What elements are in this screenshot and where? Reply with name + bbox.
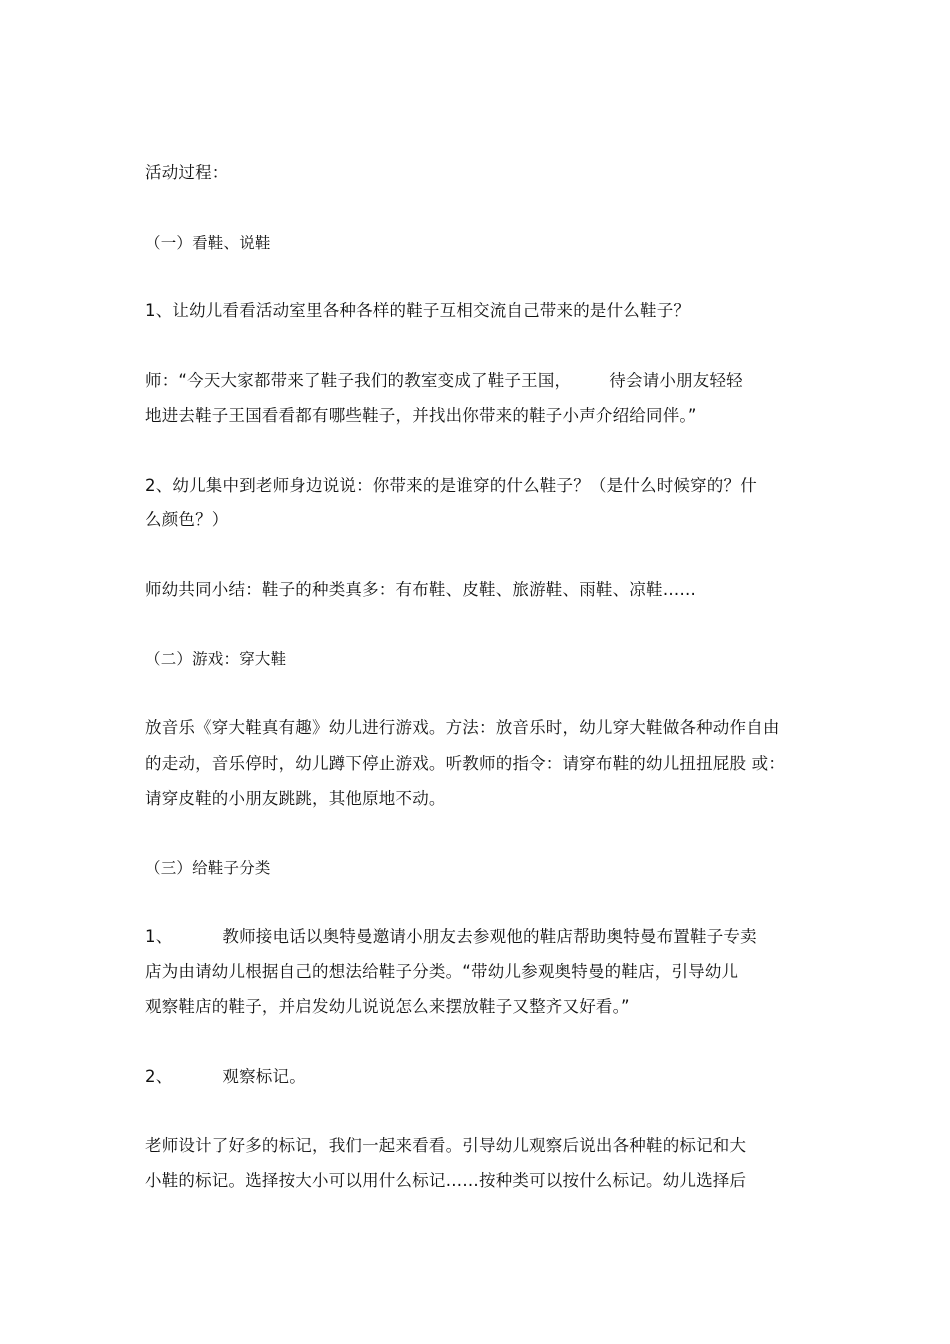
section3-item1-number: 1、 [145,927,173,946]
section2-para-line1: 放音乐《穿大鞋真有趣》幼儿进行游戏。方法：放音乐时，幼儿穿大鞋做各种动作自由 [145,718,780,737]
teacher-line-2: 地进去鞋子王国看看都有哪些鞋子，并找出你带来的鞋子小声介绍给同伴。” [145,406,697,425]
section2-para-line2: 的走动，音乐停时，幼儿蹲下停止游戏。听教师的指令：请穿布鞋的幼儿扭扭屁股 或： [145,754,786,773]
teacher-line-1a: 师：“今天大家都带来了鞋子我们的教室变成了鞋子王国， [145,371,572,390]
section3-para-line1: 老师设计了好多的标记，我们一起来看看。引导幼儿观察后说出各种鞋的标记和大 [145,1136,747,1155]
section1-item2-line1: 2、幼儿集中到老师身边说说：你带来的是谁穿的什么鞋子？（是什么时候穿的？什 [145,476,757,495]
section3-item1-line3: 观察鞋店的鞋子，并启发幼儿说说怎么来摆放鞋子又整齐又好看。” [145,997,630,1016]
activity-process-heading: 活动过程： [145,163,229,182]
section3-item1-line1 [145,926,757,948]
section2-para-line3: 请穿皮鞋的小朋友跳跳，其他原地不动。 [145,789,446,808]
section3-item2 [145,1066,306,1088]
section3-item2-text: 观察标记。 [222,1067,306,1086]
section3-item1-text: 教师接电话以奥特曼邀请小朋友去参观他的鞋店帮助奥特曼布置鞋子专卖 [222,927,757,946]
section3-item2-number: 2、 [145,1067,173,1086]
section1-item1: 1、让幼儿看看活动室里各种各样的鞋子互相交流自己带来的是什么鞋子？ [145,301,691,320]
section2-heading: （二）游戏：穿大鞋 [145,650,287,668]
teacher-line-1b: 待会请小朋友轻轻 [609,371,743,390]
section1-item2-line2: 么颜色？） [145,510,229,529]
section3-para-line2: 小鞋的标记。选择按大小可以用什么标记……按种类可以按什么标记。幼儿选择后 [145,1171,747,1190]
section1-summary: 师幼共同小结：鞋子的种类真多：有布鞋、皮鞋、旅游鞋、雨鞋、凉鞋…… [145,580,697,599]
teacher-line-1 [145,370,743,392]
section3-item1-line2: 店为由请幼儿根据自己的想法给鞋子分类。“带幼儿参观奥特曼的鞋店，引导幼儿 [145,962,739,981]
section1-heading: （一）看鞋、说鞋 [145,234,271,252]
section3-heading: （三）给鞋子分类 [145,859,271,877]
